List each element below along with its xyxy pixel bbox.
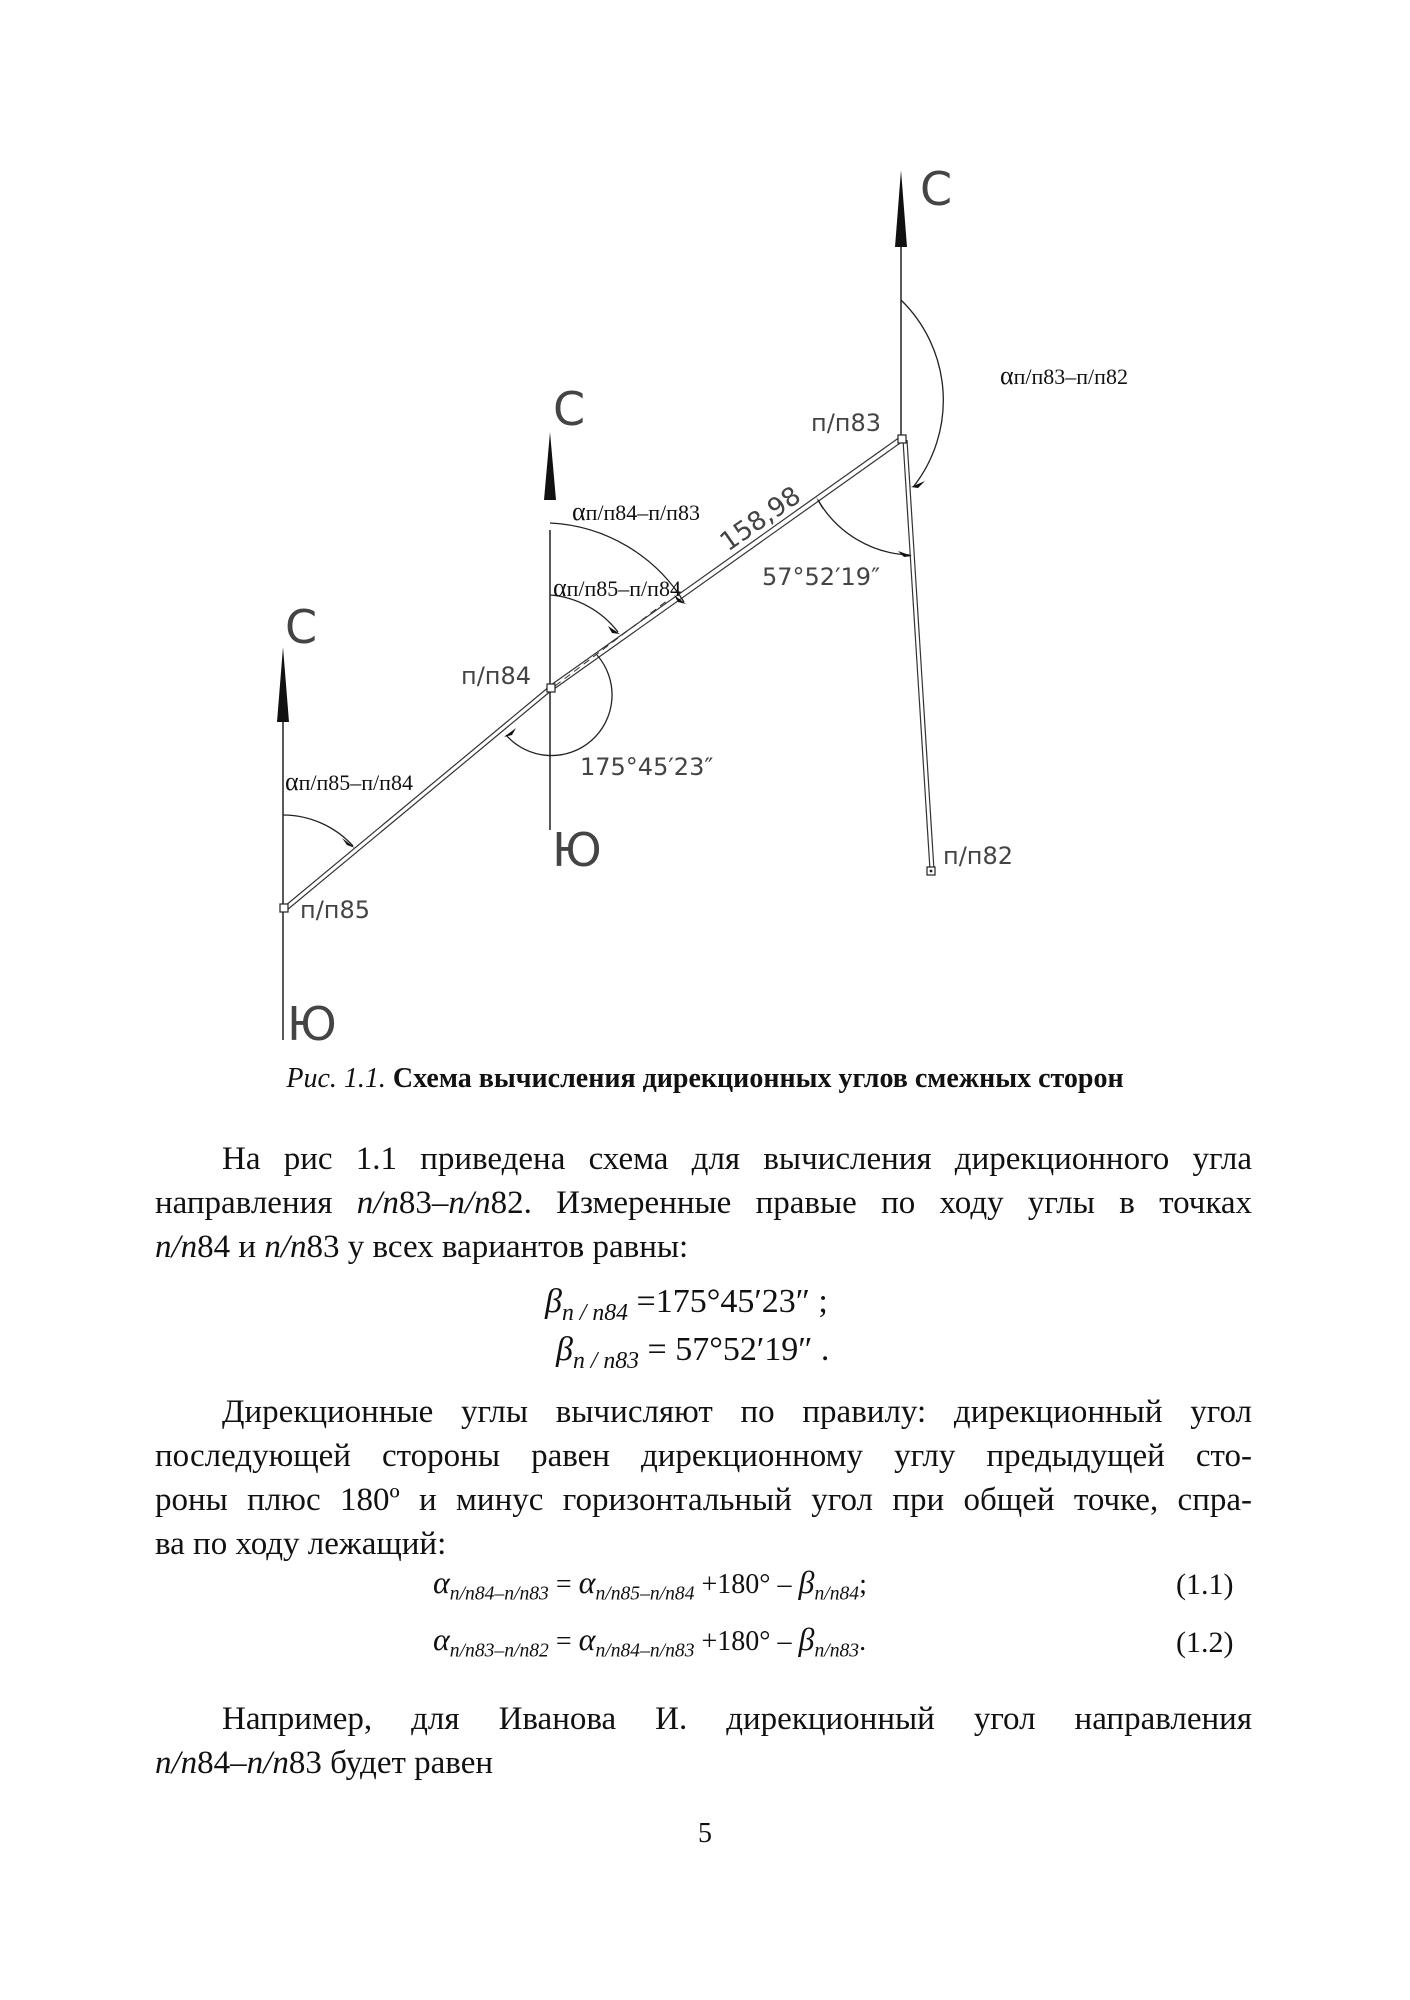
subscript: n/n84–n/n83 xyxy=(449,1583,549,1605)
arrowhead-icon xyxy=(504,728,516,737)
caption-title: Схема вычисления дирекционных углов смежных сторон xyxy=(392,1063,1124,1094)
north-meridian-p85 xyxy=(277,647,289,1040)
alpha-label-p85-p84: αп/п85–п/п84 xyxy=(285,767,413,796)
text-run: n/n xyxy=(155,1745,198,1781)
text-run: 82. Измеренные правые по ходу углы в точках xyxy=(490,1185,1252,1221)
formula-op: ; xyxy=(859,1569,867,1600)
alpha-label-p83-p82: αп/п83–п/п82 xyxy=(1000,361,1128,390)
text-line: последующей стороны равен дирекционному углу предыдущей сто- xyxy=(155,1438,1252,1474)
beta-symbol: β xyxy=(556,1331,573,1368)
point-marker-p84 xyxy=(547,684,555,692)
text-run: 84 и xyxy=(197,1229,265,1265)
formula-op: = xyxy=(548,1626,579,1657)
alpha-symbol: α xyxy=(578,1564,596,1600)
arc-alpha-p83-p82 xyxy=(901,300,943,486)
arc-angle-57 xyxy=(818,500,910,555)
point-marker-p85 xyxy=(280,904,288,912)
alpha-symbol: α xyxy=(433,1621,450,1657)
text-run: направления xyxy=(155,1185,357,1221)
formula-beta-83 xyxy=(556,1331,829,1375)
angle-value-p84: 175°45′23″ xyxy=(580,753,714,781)
north-label: С xyxy=(285,600,318,654)
formula-beta-84 xyxy=(545,1283,828,1327)
equation-number: (1.1) xyxy=(1176,1568,1234,1601)
point-label-p82: п/п82 xyxy=(943,842,1014,870)
north-arrow-icon xyxy=(544,432,556,500)
text-run: 83 у всех вариантов равны: xyxy=(306,1229,689,1265)
formula-op: +180° – xyxy=(694,1626,799,1657)
beta-symbol: β xyxy=(798,1564,815,1600)
subscript: n/n85–n/n84 xyxy=(595,1583,695,1605)
subscript: n / n84 xyxy=(561,1299,629,1326)
formula-op: = xyxy=(548,1569,579,1600)
text-run: 83– xyxy=(398,1185,449,1221)
text-run: 83 будет равен xyxy=(288,1745,493,1781)
formula-value: = 57°52′19″ . xyxy=(639,1331,830,1368)
alpha-symbol: α xyxy=(578,1621,596,1657)
text-run: n/n xyxy=(356,1185,399,1221)
point-label-p83: п/п83 xyxy=(811,409,882,437)
page-number: 5 xyxy=(698,1818,712,1849)
text-run: 84– xyxy=(197,1745,247,1781)
point-label-p85: п/п85 xyxy=(300,896,371,924)
south-label: Ю xyxy=(287,997,337,1051)
text-line: На рис 1.1 приведена схема для вычисления дирекционного угла xyxy=(222,1141,1252,1177)
point-marker-p83 xyxy=(898,435,906,443)
arrowhead-icon xyxy=(342,838,355,848)
north-arrow-icon xyxy=(277,647,289,722)
equation-number: (1.2) xyxy=(1176,1626,1234,1659)
text-line: Например, для Иванова И. дирекционный угол направления xyxy=(222,1701,1252,1737)
paragraph-2 xyxy=(155,1390,1252,1566)
alpha-label-p85-p84b: αп/п85–п/п84 xyxy=(553,573,681,602)
point-label-p84: п/п84 xyxy=(461,662,532,690)
subscript: n/n83–n/n82 xyxy=(449,1640,549,1662)
north-label: С xyxy=(553,382,586,436)
equation-1-1 xyxy=(433,1564,867,1606)
arrowhead-icon xyxy=(911,481,925,488)
south-label: Ю xyxy=(552,823,602,877)
north-label: С xyxy=(920,162,953,216)
equation-1-2 xyxy=(433,1621,866,1663)
paragraph-1 xyxy=(155,1137,1252,1269)
figure-caption xyxy=(0,1063,1410,1095)
text-line: ва по ходу лежащий: xyxy=(155,1526,447,1562)
angle-value-p83: 57°52′19″ xyxy=(762,563,881,591)
arc-alpha-p85-p84 xyxy=(283,815,353,846)
side-p83-p82 xyxy=(903,440,934,870)
subscript: n/n84 xyxy=(814,1583,860,1605)
text-run: n/n xyxy=(246,1745,289,1781)
north-arrow-icon xyxy=(895,170,907,247)
text-line: роны плюс 180º и минус горизонтальный угол при общей точке, спра- xyxy=(155,1482,1252,1518)
alpha-label-p84-p83: αп/п84–п/п83 xyxy=(572,497,700,526)
side-extension xyxy=(555,600,668,686)
text-run: n/n xyxy=(264,1229,307,1265)
paragraph-3 xyxy=(155,1697,1252,1785)
side-p85-p84 xyxy=(285,686,552,910)
beta-symbol: β xyxy=(798,1621,815,1657)
text-run: n/n xyxy=(448,1185,491,1221)
subscript: n/n84–n/n83 xyxy=(595,1640,695,1662)
formula-op: +180° – xyxy=(694,1569,799,1600)
text-run: n/n xyxy=(155,1229,198,1265)
north-meridian-p84 xyxy=(544,432,556,830)
text-line: Дирекционные углы вычисляют по правилу: дирекционный угол xyxy=(222,1394,1252,1430)
alpha-symbol: α xyxy=(433,1564,450,1600)
beta-symbol: β xyxy=(545,1283,562,1320)
formula-value: =175°45′23″ ; xyxy=(628,1283,828,1320)
subscript: n / n83 xyxy=(572,1347,640,1374)
formula-op: . xyxy=(859,1626,867,1657)
subscript: n/n83 xyxy=(814,1640,860,1662)
caption-label: Рис. 1.1. xyxy=(286,1063,386,1094)
side-length-label: 158,98 xyxy=(714,480,807,558)
